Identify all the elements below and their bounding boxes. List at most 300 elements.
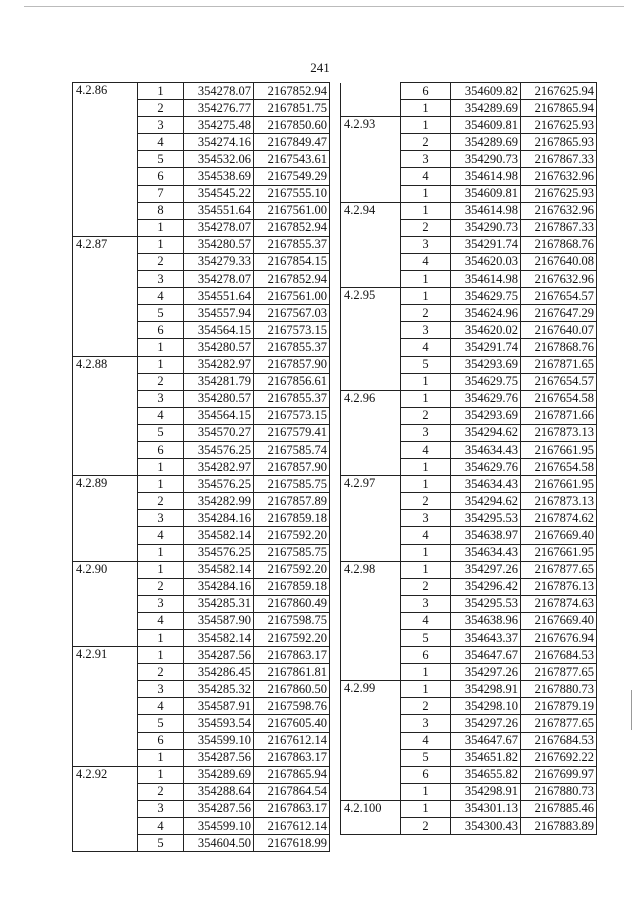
y-coordinate-cell: 2167612.14 — [254, 818, 330, 835]
y-coordinate-cell: 2167543.61 — [254, 151, 330, 168]
point-number-cell: 6 — [401, 766, 451, 783]
y-coordinate-cell: 2167654.57 — [521, 373, 597, 390]
table-row — [73, 373, 330, 390]
section-cell — [341, 664, 401, 681]
section-cell — [341, 356, 401, 373]
point-number-cell: 4 — [401, 253, 451, 270]
point-number-cell: 3 — [401, 236, 451, 253]
table-row — [341, 100, 597, 117]
table-row — [341, 664, 597, 681]
table-row — [73, 749, 330, 766]
table-row — [341, 493, 597, 510]
x-coordinate-cell: 354587.90 — [184, 612, 254, 629]
y-coordinate-cell: 2167555.10 — [254, 185, 330, 202]
table-row — [73, 459, 330, 476]
x-coordinate-cell: 354587.91 — [184, 698, 254, 715]
section-cell: 4.2.96 — [341, 390, 401, 407]
section-cell — [73, 783, 138, 800]
y-coordinate-cell: 2167654.58 — [521, 459, 597, 476]
table-row — [341, 288, 597, 305]
table-row — [341, 373, 597, 390]
y-coordinate-cell: 2167692.22 — [521, 749, 597, 766]
y-coordinate-cell: 2167592.20 — [254, 630, 330, 647]
section-cell — [341, 715, 401, 732]
table-row — [73, 305, 330, 322]
table-row — [73, 561, 330, 578]
section-cell — [73, 185, 138, 202]
x-coordinate-cell: 354298.10 — [451, 698, 521, 715]
table-row — [341, 441, 597, 458]
section-cell — [73, 117, 138, 134]
table-row — [73, 664, 330, 681]
table-row — [73, 134, 330, 151]
table-row — [341, 459, 597, 476]
section-cell: 4.2.99 — [341, 681, 401, 698]
table-row — [73, 100, 330, 117]
y-coordinate-cell: 2167856.61 — [254, 373, 330, 390]
point-number-cell: 1 — [401, 373, 451, 390]
section-cell — [73, 134, 138, 151]
x-coordinate-cell: 354291.74 — [451, 339, 521, 356]
x-coordinate-cell: 354290.73 — [451, 219, 521, 236]
x-coordinate-cell: 354293.69 — [451, 407, 521, 424]
y-coordinate-cell: 2167877.65 — [521, 664, 597, 681]
table-row — [73, 288, 330, 305]
table-row — [73, 271, 330, 288]
y-coordinate-cell: 2167612.14 — [254, 732, 330, 749]
section-cell — [73, 271, 138, 288]
x-coordinate-cell: 354294.62 — [451, 424, 521, 441]
point-number-cell: 3 — [138, 390, 184, 407]
y-coordinate-cell: 2167661.95 — [521, 441, 597, 458]
table-row — [341, 510, 597, 527]
x-coordinate-cell: 354291.74 — [451, 236, 521, 253]
point-number-cell: 3 — [138, 117, 184, 134]
y-coordinate-cell: 2167647.29 — [521, 305, 597, 322]
x-coordinate-cell: 354300.43 — [451, 818, 521, 835]
table-row — [73, 681, 330, 698]
x-coordinate-cell: 354582.14 — [184, 630, 254, 647]
table-row — [73, 493, 330, 510]
point-number-cell: 4 — [138, 698, 184, 715]
point-number-cell: 3 — [401, 322, 451, 339]
table-row — [341, 715, 597, 732]
point-number-cell: 2 — [401, 578, 451, 595]
y-coordinate-cell: 2167585.75 — [254, 476, 330, 493]
y-coordinate-cell: 2167873.13 — [521, 493, 597, 510]
section-cell — [73, 151, 138, 168]
y-coordinate-cell: 2167640.07 — [521, 322, 597, 339]
section-cell — [341, 168, 401, 185]
point-number-cell: 4 — [138, 527, 184, 544]
point-number-cell: 1 — [401, 544, 451, 561]
y-coordinate-cell: 2167579.41 — [254, 424, 330, 441]
section-cell: 4.2.97 — [341, 476, 401, 493]
section-cell — [73, 612, 138, 629]
y-coordinate-cell: 2167861.81 — [254, 664, 330, 681]
section-cell — [73, 219, 138, 236]
table-row — [73, 441, 330, 458]
point-number-cell: 6 — [401, 647, 451, 664]
table-row — [341, 356, 597, 373]
point-number-cell: 1 — [401, 459, 451, 476]
y-coordinate-cell: 2167877.65 — [521, 561, 597, 578]
x-coordinate-cell: 354284.16 — [184, 578, 254, 595]
section-cell — [341, 339, 401, 356]
y-coordinate-cell: 2167885.46 — [521, 800, 597, 817]
point-number-cell: 2 — [401, 818, 451, 835]
section-cell: 4.2.90 — [73, 561, 138, 578]
section-cell: 4.2.86 — [73, 83, 138, 100]
x-coordinate-cell: 354297.26 — [451, 664, 521, 681]
point-number-cell: 1 — [138, 544, 184, 561]
point-number-cell: 4 — [138, 612, 184, 629]
point-number-cell: 6 — [138, 322, 184, 339]
section-cell — [341, 578, 401, 595]
y-coordinate-cell: 2167867.33 — [521, 219, 597, 236]
section-cell — [341, 595, 401, 612]
y-coordinate-cell: 2167661.95 — [521, 544, 597, 561]
point-number-cell: 1 — [401, 117, 451, 134]
point-number-cell: 4 — [138, 134, 184, 151]
x-coordinate-cell: 354290.73 — [451, 151, 521, 168]
y-coordinate-cell: 2167880.73 — [521, 681, 597, 698]
x-coordinate-cell: 354274.16 — [184, 134, 254, 151]
point-number-cell: 8 — [138, 202, 184, 219]
x-coordinate-cell: 354614.98 — [451, 271, 521, 288]
table-row — [73, 783, 330, 800]
point-number-cell: 1 — [138, 356, 184, 373]
x-coordinate-cell: 354629.76 — [451, 459, 521, 476]
point-number-cell: 2 — [401, 134, 451, 151]
table-row — [73, 168, 330, 185]
x-coordinate-cell: 354278.07 — [184, 271, 254, 288]
section-cell — [73, 749, 138, 766]
y-coordinate-cell: 2167857.90 — [254, 459, 330, 476]
point-number-cell: 1 — [138, 83, 184, 100]
point-number-cell: 4 — [401, 612, 451, 629]
section-cell: 4.2.100 — [341, 800, 401, 817]
y-coordinate-cell: 2167874.63 — [521, 595, 597, 612]
point-number-cell: 1 — [138, 647, 184, 664]
section-cell — [73, 544, 138, 561]
table-row — [341, 134, 597, 151]
point-number-cell: 1 — [401, 681, 451, 698]
table-row — [341, 202, 597, 219]
x-coordinate-cell: 354609.82 — [451, 83, 521, 100]
point-number-cell: 1 — [401, 476, 451, 493]
table-row — [341, 578, 597, 595]
x-coordinate-cell: 354276.77 — [184, 100, 254, 117]
x-coordinate-cell: 354609.81 — [451, 117, 521, 134]
table-row — [73, 356, 330, 373]
section-cell — [73, 681, 138, 698]
x-coordinate-cell: 354638.96 — [451, 612, 521, 629]
table-row — [341, 630, 597, 647]
x-coordinate-cell: 354293.69 — [451, 356, 521, 373]
x-coordinate-cell: 354634.43 — [451, 441, 521, 458]
y-coordinate-cell: 2167618.99 — [254, 835, 330, 852]
x-coordinate-cell: 354284.16 — [184, 510, 254, 527]
section-cell — [341, 134, 401, 151]
point-number-cell: 1 — [138, 766, 184, 783]
table-row — [73, 510, 330, 527]
table-row — [73, 766, 330, 783]
y-coordinate-cell: 2167855.37 — [254, 390, 330, 407]
section-cell — [341, 510, 401, 527]
y-coordinate-cell: 2167879.19 — [521, 698, 597, 715]
point-number-cell: 4 — [401, 441, 451, 458]
y-coordinate-cell: 2167592.20 — [254, 561, 330, 578]
point-number-cell: 2 — [138, 100, 184, 117]
point-number-cell: 6 — [138, 168, 184, 185]
table-row — [73, 527, 330, 544]
point-number-cell: 6 — [401, 83, 451, 100]
y-coordinate-cell: 2167874.62 — [521, 510, 597, 527]
table-row — [73, 322, 330, 339]
point-number-cell: 2 — [401, 407, 451, 424]
table-row — [73, 476, 330, 493]
top-rule — [24, 6, 624, 7]
section-cell — [341, 630, 401, 647]
table-row — [73, 185, 330, 202]
point-number-cell: 5 — [401, 356, 451, 373]
table-row — [341, 749, 597, 766]
section-cell: 4.2.91 — [73, 647, 138, 664]
y-coordinate-cell: 2167598.76 — [254, 698, 330, 715]
y-coordinate-cell: 2167865.94 — [521, 100, 597, 117]
point-number-cell: 1 — [138, 749, 184, 766]
section-cell: 4.2.93 — [341, 117, 401, 134]
y-coordinate-cell: 2167573.15 — [254, 407, 330, 424]
point-number-cell: 3 — [138, 595, 184, 612]
y-coordinate-cell: 2167625.94 — [521, 83, 597, 100]
y-coordinate-cell: 2167598.75 — [254, 612, 330, 629]
y-coordinate-cell: 2167632.96 — [521, 168, 597, 185]
point-number-cell: 3 — [138, 800, 184, 817]
x-coordinate-cell: 354286.45 — [184, 664, 254, 681]
point-number-cell: 1 — [401, 800, 451, 817]
x-coordinate-cell: 354278.07 — [184, 219, 254, 236]
y-coordinate-cell: 2167860.49 — [254, 595, 330, 612]
table-row — [73, 424, 330, 441]
section-cell — [341, 271, 401, 288]
x-coordinate-cell: 354295.53 — [451, 510, 521, 527]
section-cell — [341, 544, 401, 561]
table-row — [341, 527, 597, 544]
y-coordinate-cell: 2167585.75 — [254, 544, 330, 561]
point-number-cell: 5 — [138, 151, 184, 168]
point-number-cell: 4 — [401, 732, 451, 749]
point-number-cell: 1 — [401, 783, 451, 800]
table-row — [341, 647, 597, 664]
section-cell — [341, 647, 401, 664]
y-coordinate-cell: 2167873.13 — [521, 424, 597, 441]
y-coordinate-cell: 2167669.40 — [521, 527, 597, 544]
table-row — [341, 595, 597, 612]
section-cell — [73, 698, 138, 715]
x-coordinate-cell: 354278.07 — [184, 83, 254, 100]
point-number-cell: 6 — [138, 441, 184, 458]
point-number-cell: 2 — [138, 253, 184, 270]
y-coordinate-cell: 2167867.33 — [521, 151, 597, 168]
section-cell — [73, 510, 138, 527]
x-coordinate-cell: 354620.02 — [451, 322, 521, 339]
x-coordinate-cell: 354655.82 — [451, 766, 521, 783]
point-number-cell: 4 — [138, 407, 184, 424]
point-number-cell: 1 — [401, 390, 451, 407]
table-row — [73, 236, 330, 253]
point-number-cell: 4 — [401, 527, 451, 544]
section-cell — [341, 527, 401, 544]
y-coordinate-cell: 2167851.75 — [254, 100, 330, 117]
table-row — [73, 698, 330, 715]
table-row — [341, 732, 597, 749]
point-number-cell: 1 — [138, 236, 184, 253]
y-coordinate-cell: 2167859.18 — [254, 510, 330, 527]
y-coordinate-cell: 2167684.53 — [521, 647, 597, 664]
table-row — [341, 698, 597, 715]
x-coordinate-cell: 354609.81 — [451, 185, 521, 202]
point-number-cell: 1 — [401, 664, 451, 681]
section-cell — [73, 664, 138, 681]
section-cell: 4.2.87 — [73, 236, 138, 253]
section-cell — [341, 612, 401, 629]
x-coordinate-cell: 354599.10 — [184, 818, 254, 835]
x-coordinate-cell: 354280.57 — [184, 390, 254, 407]
section-cell — [73, 527, 138, 544]
table-row — [73, 595, 330, 612]
table-row — [341, 83, 597, 100]
table-row — [73, 117, 330, 134]
x-coordinate-cell: 354651.82 — [451, 749, 521, 766]
table-row — [73, 732, 330, 749]
section-cell — [73, 424, 138, 441]
x-coordinate-cell: 354599.10 — [184, 732, 254, 749]
x-coordinate-cell: 354294.62 — [451, 493, 521, 510]
section-cell: 4.2.89 — [73, 476, 138, 493]
x-coordinate-cell: 354564.15 — [184, 322, 254, 339]
x-coordinate-cell: 354289.69 — [451, 100, 521, 117]
y-coordinate-cell: 2167880.73 — [521, 783, 597, 800]
x-coordinate-cell: 354593.54 — [184, 715, 254, 732]
section-cell — [341, 459, 401, 476]
section-cell — [341, 441, 401, 458]
y-coordinate-cell: 2167863.17 — [254, 800, 330, 817]
y-coordinate-cell: 2167684.53 — [521, 732, 597, 749]
y-coordinate-cell: 2167865.93 — [521, 134, 597, 151]
y-coordinate-cell: 2167863.17 — [254, 749, 330, 766]
y-coordinate-cell: 2167855.37 — [254, 339, 330, 356]
section-cell — [341, 407, 401, 424]
point-number-cell: 1 — [138, 630, 184, 647]
table-row — [341, 561, 597, 578]
point-number-cell: 1 — [401, 185, 451, 202]
x-coordinate-cell: 354282.97 — [184, 356, 254, 373]
x-coordinate-cell: 354282.97 — [184, 459, 254, 476]
section-cell — [341, 493, 401, 510]
point-number-cell: 2 — [138, 578, 184, 595]
x-coordinate-cell: 354643.37 — [451, 630, 521, 647]
section-cell — [341, 732, 401, 749]
table-row — [73, 202, 330, 219]
section-cell — [341, 322, 401, 339]
section-cell — [73, 441, 138, 458]
point-number-cell: 5 — [138, 715, 184, 732]
x-coordinate-cell: 354296.42 — [451, 578, 521, 595]
point-number-cell: 4 — [401, 168, 451, 185]
point-number-cell: 3 — [401, 595, 451, 612]
y-coordinate-cell: 2167857.90 — [254, 356, 330, 373]
section-cell — [73, 818, 138, 835]
table-row — [341, 305, 597, 322]
section-cell: 4.2.95 — [341, 288, 401, 305]
point-number-cell: 4 — [138, 288, 184, 305]
x-coordinate-cell: 354576.25 — [184, 441, 254, 458]
x-coordinate-cell: 354281.79 — [184, 373, 254, 390]
y-coordinate-cell: 2167561.00 — [254, 288, 330, 305]
y-coordinate-cell: 2167883.89 — [521, 818, 597, 835]
section-cell — [73, 715, 138, 732]
y-coordinate-cell: 2167868.76 — [521, 339, 597, 356]
y-coordinate-cell: 2167669.40 — [521, 612, 597, 629]
y-coordinate-cell: 2167855.37 — [254, 236, 330, 253]
section-cell: 4.2.98 — [341, 561, 401, 578]
point-number-cell: 3 — [138, 510, 184, 527]
section-cell — [341, 83, 401, 100]
x-coordinate-cell: 354551.64 — [184, 202, 254, 219]
y-coordinate-cell: 2167632.96 — [521, 202, 597, 219]
y-coordinate-cell: 2167864.54 — [254, 783, 330, 800]
section-cell: 4.2.92 — [73, 766, 138, 783]
table-row — [73, 818, 330, 835]
table-row — [73, 219, 330, 236]
point-number-cell: 2 — [401, 698, 451, 715]
y-coordinate-cell: 2167585.74 — [254, 441, 330, 458]
table-row — [341, 766, 597, 783]
x-coordinate-cell: 354298.91 — [451, 681, 521, 698]
coordinates-table-right — [340, 82, 597, 835]
x-coordinate-cell: 354614.98 — [451, 168, 521, 185]
x-coordinate-cell: 354289.69 — [451, 134, 521, 151]
table-row — [341, 783, 597, 800]
table-row — [73, 715, 330, 732]
table-row — [73, 83, 330, 100]
table-row — [73, 835, 330, 852]
x-coordinate-cell: 354298.91 — [451, 783, 521, 800]
x-coordinate-cell: 354288.64 — [184, 783, 254, 800]
section-cell — [341, 151, 401, 168]
point-number-cell: 7 — [138, 185, 184, 202]
y-coordinate-cell: 2167699.97 — [521, 766, 597, 783]
x-coordinate-cell: 354301.13 — [451, 800, 521, 817]
y-coordinate-cell: 2167605.40 — [254, 715, 330, 732]
x-coordinate-cell: 354289.69 — [184, 766, 254, 783]
x-coordinate-cell: 354634.43 — [451, 476, 521, 493]
x-coordinate-cell: 354634.43 — [451, 544, 521, 561]
point-number-cell: 3 — [401, 510, 451, 527]
x-coordinate-cell: 354297.26 — [451, 715, 521, 732]
x-coordinate-cell: 354614.98 — [451, 202, 521, 219]
section-cell — [73, 202, 138, 219]
y-coordinate-cell: 2167625.93 — [521, 185, 597, 202]
x-coordinate-cell: 354647.67 — [451, 732, 521, 749]
section-cell — [341, 749, 401, 766]
table-row — [341, 800, 597, 817]
point-number-cell: 5 — [138, 424, 184, 441]
y-coordinate-cell: 2167654.57 — [521, 288, 597, 305]
x-coordinate-cell: 354557.94 — [184, 305, 254, 322]
